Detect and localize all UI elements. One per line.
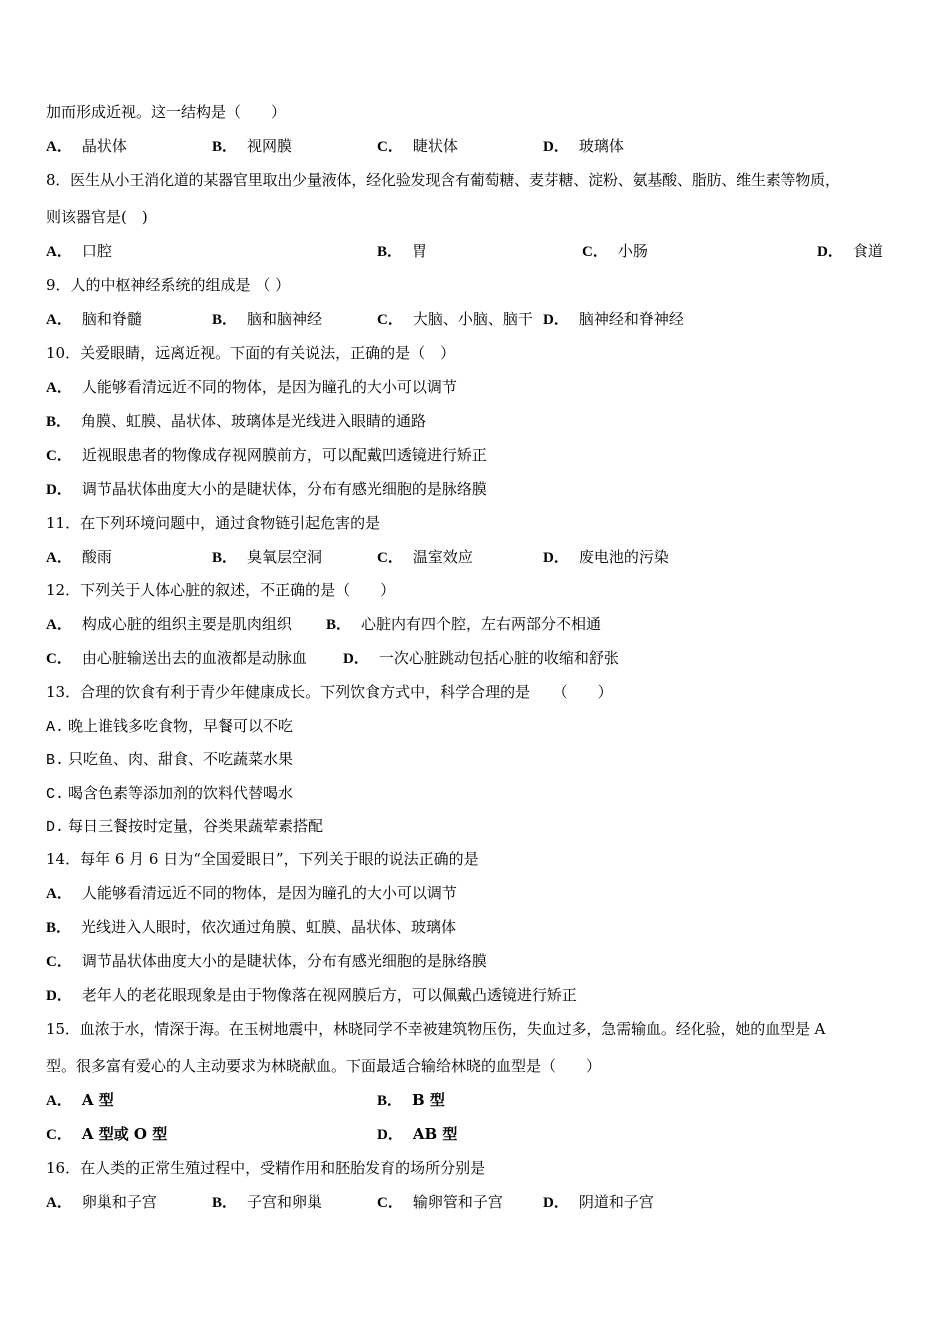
q12-option-b: B． 心脏内有四个腔，左右两部分不相通 [326, 615, 602, 633]
q13-stem: 13．合理的饮食有利于青少年健康成长。下列饮食方式中，科学合理的是 （ ） [46, 683, 613, 701]
q13-option-b: B. 只吃鱼、肉、甜食、不吃蔬菜水果 [46, 750, 294, 769]
q8-option-a: A． 口腔 [46, 242, 112, 260]
q8-stem-line1: 8．医生从小王消化道的某器官里取出少量液体，经化验发现含有葡萄糖、麦芽糖、淀粉、氨基酸、脂肪、维生素等物质， [46, 171, 840, 189]
q16-option-c: C． 输卵管和子宫 [377, 1193, 503, 1211]
q16-option-d: D． 阴道和子宫 [543, 1193, 654, 1211]
q10-option-b: B． 角膜、虹膜、晶状体、玻璃体是光线进入眼睛的通路 [46, 412, 427, 430]
q14-option-b: B． 光线进入人眼时，依次通过角膜、虹膜、晶状体、玻璃体 [46, 918, 457, 936]
q15-option-a: A． A 型 [46, 1091, 114, 1109]
q11-stem: 11．在下列环境问题中，通过食物链引起危害的是 [46, 514, 381, 532]
q12-option-c: C． 由心脏输送出去的血液都是动脉血 [46, 649, 307, 667]
q7-option-b: B． 视网膜 [212, 137, 293, 155]
q11-option-a: A． 酸雨 [46, 548, 112, 566]
q7-option-a: A． 晶状体 [46, 137, 127, 155]
q7-option-c: C． 睫状体 [377, 137, 458, 155]
q13-option-c: C. 喝含色素等添加剂的饮料代替喝水 [46, 784, 294, 803]
q16-option-b: B． 子宫和卵巢 [212, 1193, 323, 1211]
q15-option-c: C． A 型或 O 型 [46, 1125, 168, 1143]
q8-option-b: B． 胃 [377, 242, 428, 260]
q11-option-d: D． 废电池的污染 [543, 548, 669, 566]
q9-option-b: B． 脑和脑神经 [212, 310, 323, 328]
q16-option-a: A． 卵巢和子宫 [46, 1193, 157, 1211]
q14-stem: 14．每年 6 月 6 日为“全国爱眼日”，下列关于眼的说法正确的是 [46, 850, 479, 868]
q9-option-a: A． 脑和脊髓 [46, 310, 142, 328]
q9-stem: 9．人的中枢神经系统的组成是 （ ） [46, 276, 291, 294]
q8-stem-line2: 则该器官是( ) [46, 208, 148, 226]
q7-option-d: D． 玻璃体 [543, 137, 624, 155]
q8-option-d: D． 食道 [817, 242, 883, 260]
q14-option-d: D． 老年人的老花眼现象是由于物像落在视网膜后方，可以佩戴凸透镜进行矫正 [46, 986, 577, 1004]
q14-option-c: C． 调节晶状体曲度大小的是睫状体，分布有感光细胞的是脉络膜 [46, 952, 487, 970]
q15-stem-line2: 型。很多富有爱心的人主动要求为林晓献血。下面最适合输给林晓的血型是（ ） [46, 1057, 602, 1075]
q16-stem: 16．在人类的正常生殖过程中，受精作用和胚胎发育的场所分别是 [46, 1159, 486, 1177]
q10-option-a: A． 人能够看清远近不同的物体，是因为瞳孔的大小可以调节 [46, 378, 457, 396]
q11-option-b: B． 臭氧层空洞 [212, 548, 323, 566]
q12-stem: 12．下列关于人体心脏的叙述，不正确的是（ ） [46, 581, 396, 599]
q15-stem-line1: 15．血浓于水，情深于海。在玉树地震中，林晓同学不幸被建筑物压伤，失血过多，急需输血。经化验，她的血型是 A [46, 1020, 826, 1038]
q10-option-c: C． 近视眼患者的物像成存视网膜前方，可以配戴凹透镜进行矫正 [46, 446, 487, 464]
q11-option-c: C． 温室效应 [377, 548, 473, 566]
q8-option-c: C． 小肠 [582, 242, 648, 260]
q12-option-d: D． 一次心脏跳动包括心脏的收缩和舒张 [343, 649, 619, 667]
q14-option-a: A． 人能够看清远近不同的物体，是因为瞳孔的大小可以调节 [46, 884, 457, 902]
q15-option-b: B． B 型 [377, 1091, 445, 1109]
q12-option-a: A． 构成心脏的组织主要是肌肉组织 [46, 615, 292, 633]
q15-option-d: D． AB 型 [377, 1125, 458, 1143]
q9-option-d: D． 脑神经和脊神经 [543, 310, 684, 328]
q13-option-d: D. 每日三餐按时定量，谷类果蔬荤素搭配 [46, 817, 324, 836]
q9-option-c: C． 大脑、小脑、脑干 [377, 310, 533, 328]
q10-stem: 10．关爱眼睛，远离近视。下面的有关说法，正确的是（ ） [46, 344, 456, 362]
q7-continuation: 加而形成近视。这一结构是（ ） [46, 103, 287, 121]
q10-option-d: D． 调节晶状体曲度大小的是睫状体，分布有感光细胞的是脉络膜 [46, 480, 487, 498]
q13-option-a: A. 晚上谁钱多吃食物，早餐可以不吃 [46, 717, 294, 736]
